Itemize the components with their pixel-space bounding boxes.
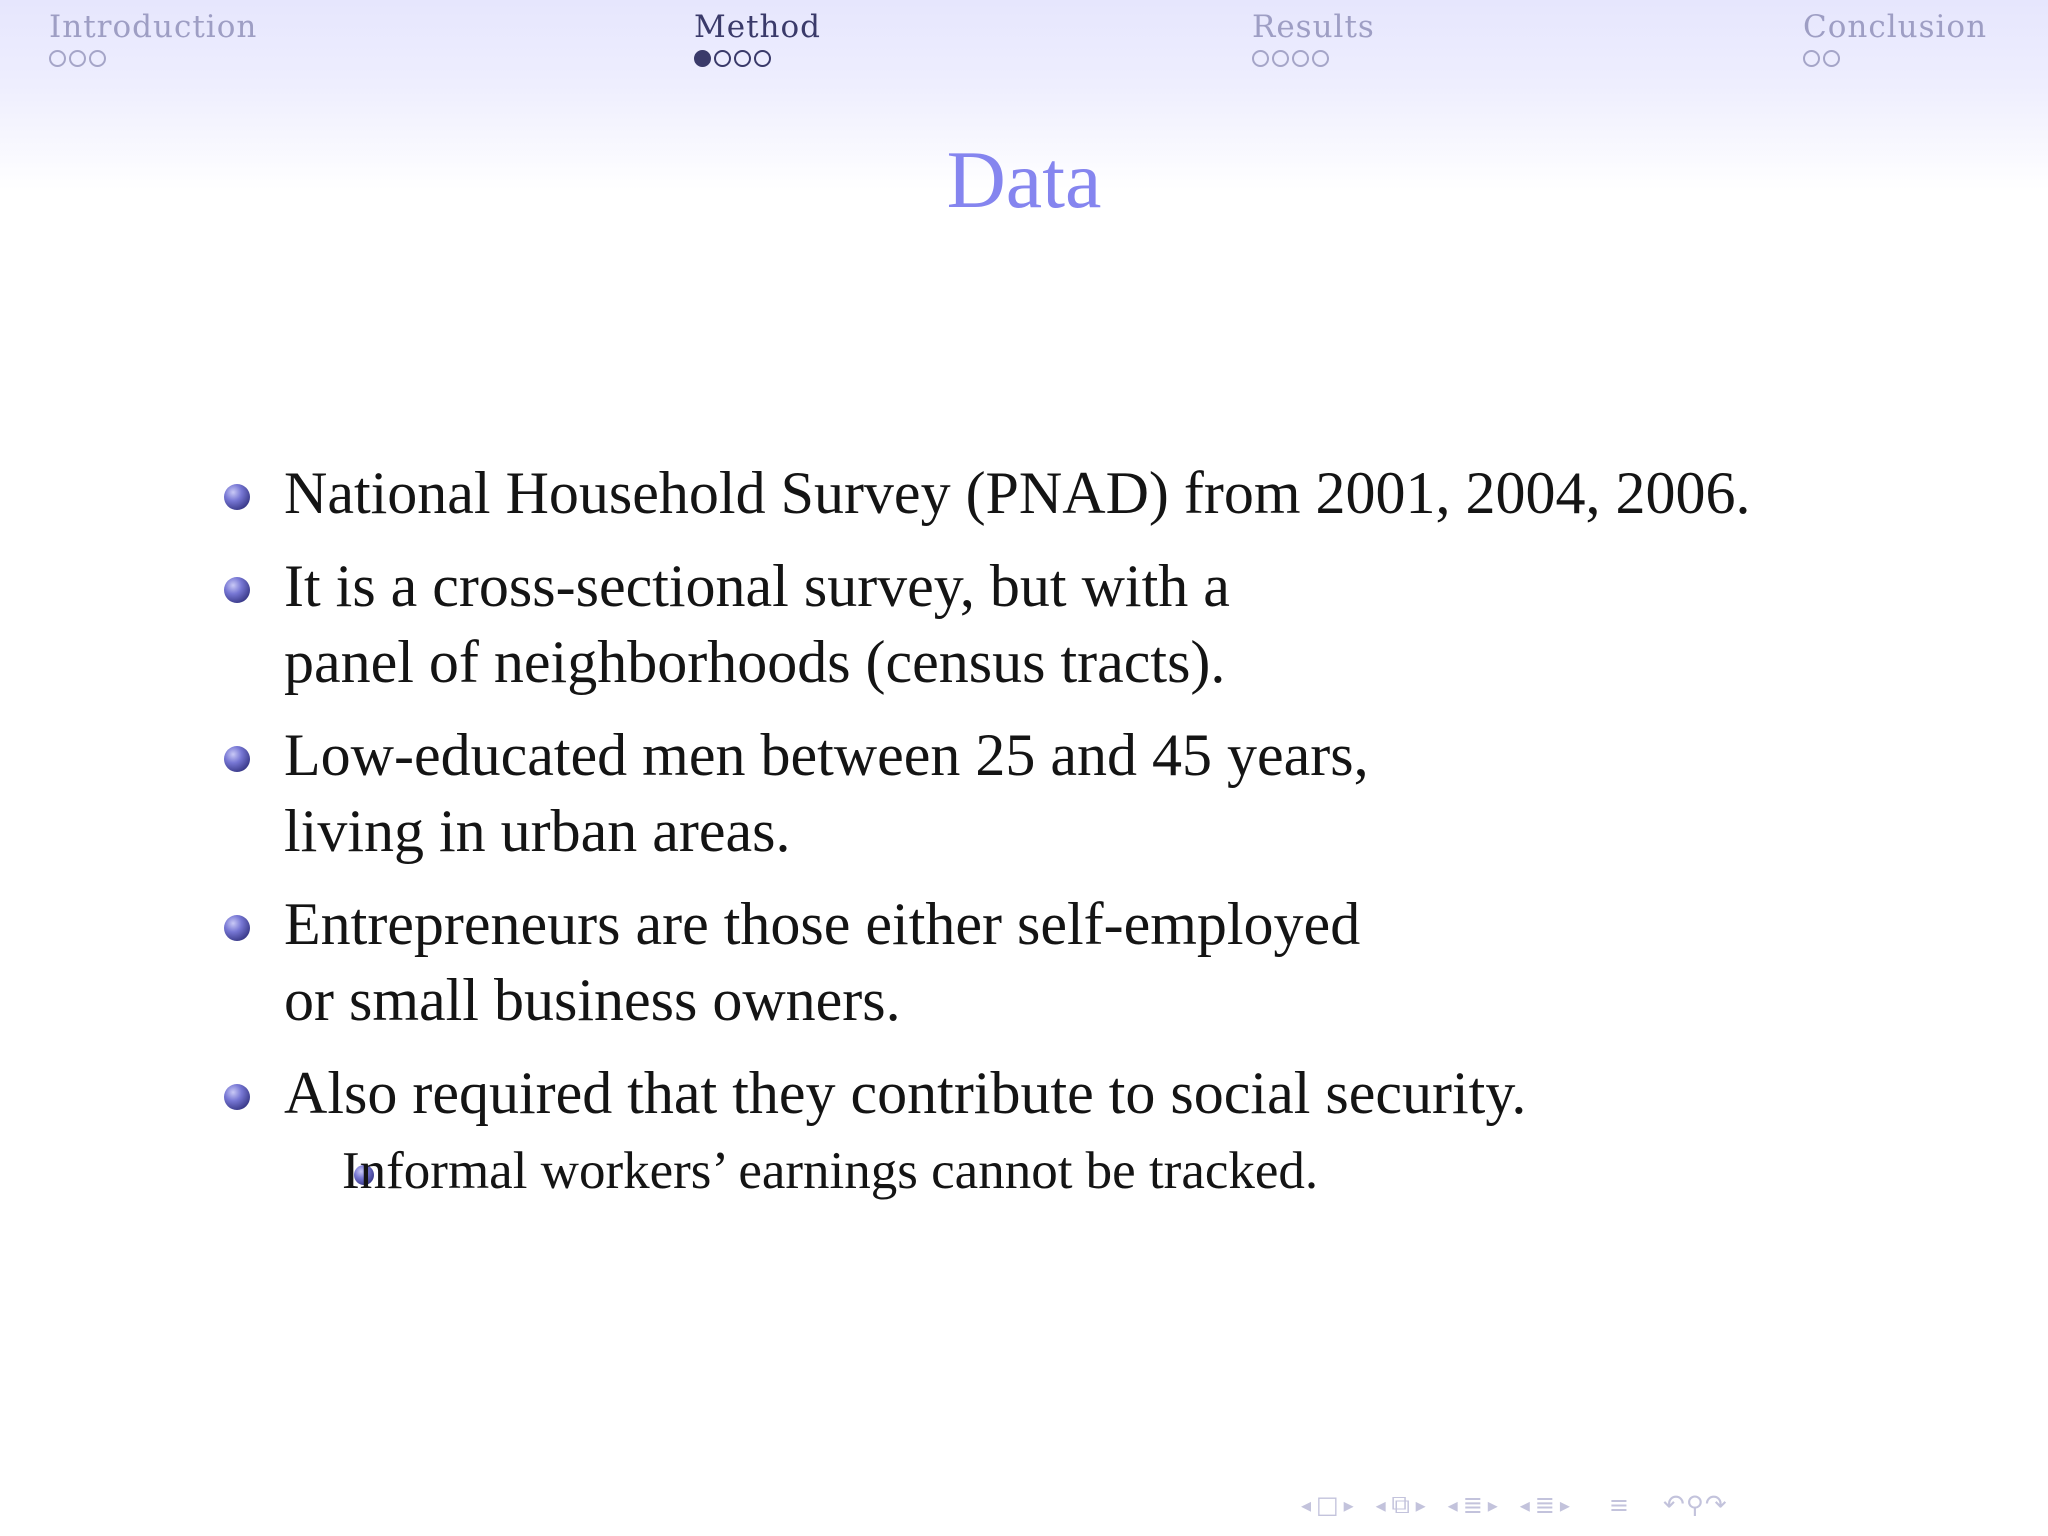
frame-dot[interactable]	[1272, 50, 1289, 67]
bullet-item	[220, 1055, 2000, 1131]
bullet-text: It is a cross-sectional survey, but with a	[284, 553, 1230, 619]
nav-section-title[interactable]: Method	[694, 9, 822, 45]
frame-dot[interactable]	[694, 50, 711, 67]
subsection-icon[interactable]: ⧉	[1391, 1489, 1410, 1520]
nav-section-title[interactable]: Results	[1252, 9, 1375, 45]
frame-dot[interactable]	[734, 50, 751, 67]
bullet-text: Low-educated men between 25 and 45 years,	[284, 722, 1369, 788]
nav-section-conclusion[interactable]	[1803, 8, 1987, 67]
arrow-right-icon[interactable]: ▸	[1415, 1493, 1426, 1517]
search-icon[interactable]: ⚲	[1686, 1491, 1704, 1519]
nav-section-title[interactable]: Conclusion	[1803, 9, 1988, 45]
bullet-text: Entrepreneurs are those either self-employed	[284, 891, 1361, 957]
frame-dot[interactable]	[49, 50, 66, 67]
nav-section-results[interactable]	[1252, 8, 1375, 67]
frame-dots	[1252, 50, 1375, 67]
bullet-ball-icon	[224, 746, 250, 772]
frame-dot[interactable]	[1823, 50, 1840, 67]
bullet-list	[220, 455, 2000, 1205]
bullet-ball-icon	[224, 577, 250, 603]
sub-bullet-text: Informal workers’ earnings cannot be tracked.	[342, 1142, 1319, 1200]
frame-dots	[694, 50, 821, 67]
arrow-left-icon[interactable]: ◂	[1375, 1493, 1386, 1517]
bullet-text: or small business owners.	[284, 967, 901, 1033]
bullet-item	[220, 886, 2000, 1038]
bullet-text: National Household Survey (PNAD) from 2001, 2004, 2006.	[284, 460, 1751, 526]
slide-title	[0, 132, 2048, 228]
frame-dot[interactable]	[1312, 50, 1329, 67]
frame-dot[interactable]	[1803, 50, 1820, 67]
sub-bullet-item	[220, 1137, 2000, 1205]
align-icon[interactable]: ≡	[1608, 1491, 1630, 1519]
frame-dots	[49, 50, 257, 67]
nav-section-introduction[interactable]	[49, 8, 257, 67]
frame-dot[interactable]	[754, 50, 771, 67]
slide-title-text: Data	[946, 134, 1102, 225]
frame-dot[interactable]	[714, 50, 731, 67]
bullet-item	[220, 548, 2000, 700]
frame-dot[interactable]	[89, 50, 106, 67]
arrow-right-icon[interactable]: ▸	[1343, 1493, 1354, 1517]
arrow-left-icon[interactable]: ◂	[1519, 1493, 1530, 1517]
frame-dots	[1803, 50, 1987, 67]
arrow-left-icon[interactable]: ◂	[1300, 1493, 1312, 1517]
frame-icon[interactable]: □	[1316, 1491, 1339, 1519]
search-back-icon[interactable]: ↶	[1663, 1490, 1685, 1520]
section-icon[interactable]: ≣	[1462, 1491, 1483, 1519]
bullet-text: living in urban areas.	[284, 798, 791, 864]
nav-section-method[interactable]	[694, 8, 821, 67]
beamer-navigation-symbols	[1296, 1489, 1727, 1521]
search-forward-icon[interactable]: ↷	[1704, 1490, 1727, 1520]
document-icon[interactable]: ≣	[1534, 1491, 1555, 1519]
arrow-left-icon[interactable]: ◂	[1447, 1493, 1458, 1517]
bullet-ball-icon	[224, 915, 250, 941]
bullet-item	[220, 717, 2000, 869]
bullet-text: panel of neighborhoods (census tracts).	[284, 629, 1226, 695]
bullet-text: Also required that they contribute to social security.	[284, 1060, 1527, 1126]
nav-section-title[interactable]: Introduction	[49, 9, 258, 45]
arrow-right-icon[interactable]: ▸	[1559, 1493, 1570, 1517]
bullet-item	[220, 455, 2000, 531]
frame-dot[interactable]	[1292, 50, 1309, 67]
arrow-right-icon[interactable]: ▸	[1487, 1493, 1498, 1517]
bullet-ball-icon	[224, 1084, 250, 1110]
bullet-ball-icon	[224, 484, 250, 510]
frame-dot[interactable]	[69, 50, 86, 67]
frame-dot[interactable]	[1252, 50, 1269, 67]
